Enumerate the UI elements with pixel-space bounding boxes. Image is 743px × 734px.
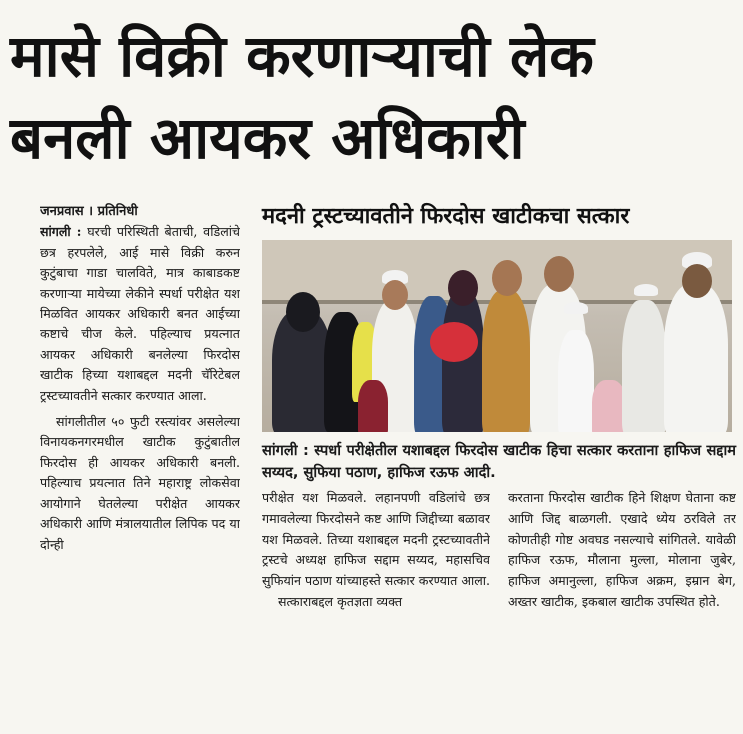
- photo-figure-head: [286, 292, 320, 332]
- news-photo: [262, 240, 732, 432]
- photo-figure-cap: [564, 302, 588, 314]
- photo-figure: [558, 330, 594, 432]
- middle-column: [262, 488, 490, 723]
- photo-caption: सांगली : स्पर्धा परीक्षेतील यशाबद्दल फिरदोस खाटीक हिचा सत्कार करताना हाफिज सद्दाम सय्यद, सुफिया पठाण, हाफिज रऊफ आदी.: [262, 442, 736, 481]
- left-column: [40, 202, 240, 722]
- byline: जनप्रवास । प्रतिनिधी: [40, 204, 138, 219]
- photo-figure: [482, 290, 530, 432]
- photo-figure: [358, 380, 388, 432]
- photo-figure-head: [382, 280, 408, 310]
- photo-figure-cap: [634, 284, 658, 296]
- middle-paragraph-1: परीक्षेत यश मिळवले. लहानपणी वडिलांचे छत्र गमावलेल्या फिरदोसने कष्ट आणि जिद्दीच्या बळावर यश मिळवले. तिच्या यशाबद्दल मदनी ट्रस्टच्यावतीने ट्रस्टचे अध्यक्ष हाफिज सद्दाम सय्यद, महासचिव सुफियांन पठाण यांच्याहस्ते सत्कार करण्यात आला.: [262, 490, 490, 589]
- photo-figure: [664, 284, 728, 432]
- photo-figure-head: [544, 256, 574, 292]
- left-paragraph-1: [40, 222, 240, 406]
- right-paragraph-1: करताना फिरदोस खाटीक हिने शिक्षण घेताना कष्ट आणि जिद्द बाळगली. एखादे ध्येय ठरविले तर कोणतीही गोष्ट अवघड नसल्याचे सांगितले. यावेळी हाफिज रऊफ, मौलाना मुल्ला, मोलाना जुबेर, हाफिज अमानुल्ला, हाफिज अक्रम, इम्रान बेग, अख्तर खाटीक, इकबाल खाटीक उपस्थित होते.: [508, 490, 736, 609]
- left-paragraph-2: सांगलीतील ५० फुटी रस्त्यांवर असलेल्या विनायकनगरमधील खाटीक कुटुंबातील फिरदोस ही आयकर अधिकारी बनली. पहिल्याच प्रयत्नात तिने महाराष्ट्र लोकसेवा आयोगाने घेतलेल्या परीक्षेत आयकर अधिकारी आणि मंत्रालयातील लिपिक पद या दोन्ही: [40, 414, 240, 552]
- bouquet: [430, 322, 478, 362]
- right-column: [508, 488, 736, 723]
- photo-figure-head: [492, 260, 522, 296]
- subheadline: मदनी ट्रस्टच्यावतीने फिरदोस खाटीकचा सत्कार: [262, 204, 630, 229]
- left-paragraph-1-text: घरची परिस्थिती बेताची, वडिलांचे छत्र हरपलेले, आई मासे विक्री करुन कुटुंबाचा गाडा चालविते, मात्र काबाडकष्ट करणाऱ्या मायेच्या लेकीने स्पर्धा परीक्षेत यश मिळवित आयकर अधिकारी बनत आईच्या कष्टाचे चीज केले. पहिल्याच प्रयत्नात आयकर अधिकारी बनलेल्या फिरदोस खाटीक हिच्या यशाबद्दल मदनी चॅरिटेबल ट्रस्टच्यावतीने सत्कार करण्यात आला.: [40, 224, 240, 403]
- headline-line-1: मासे विक्री करणाऱ्याची लेक: [10, 22, 594, 90]
- photo-figure-head: [682, 264, 712, 298]
- dateline: सांगली :: [40, 224, 82, 240]
- photo-figure: [622, 300, 666, 432]
- photo-figure: [592, 380, 626, 432]
- photo-figure-head: [448, 270, 478, 306]
- middle-paragraph-2: सत्काराबद्दल कृतज्ञता व्यक्त: [278, 593, 402, 609]
- headline-line-2: बनली आयकर अधिकारी: [10, 104, 525, 172]
